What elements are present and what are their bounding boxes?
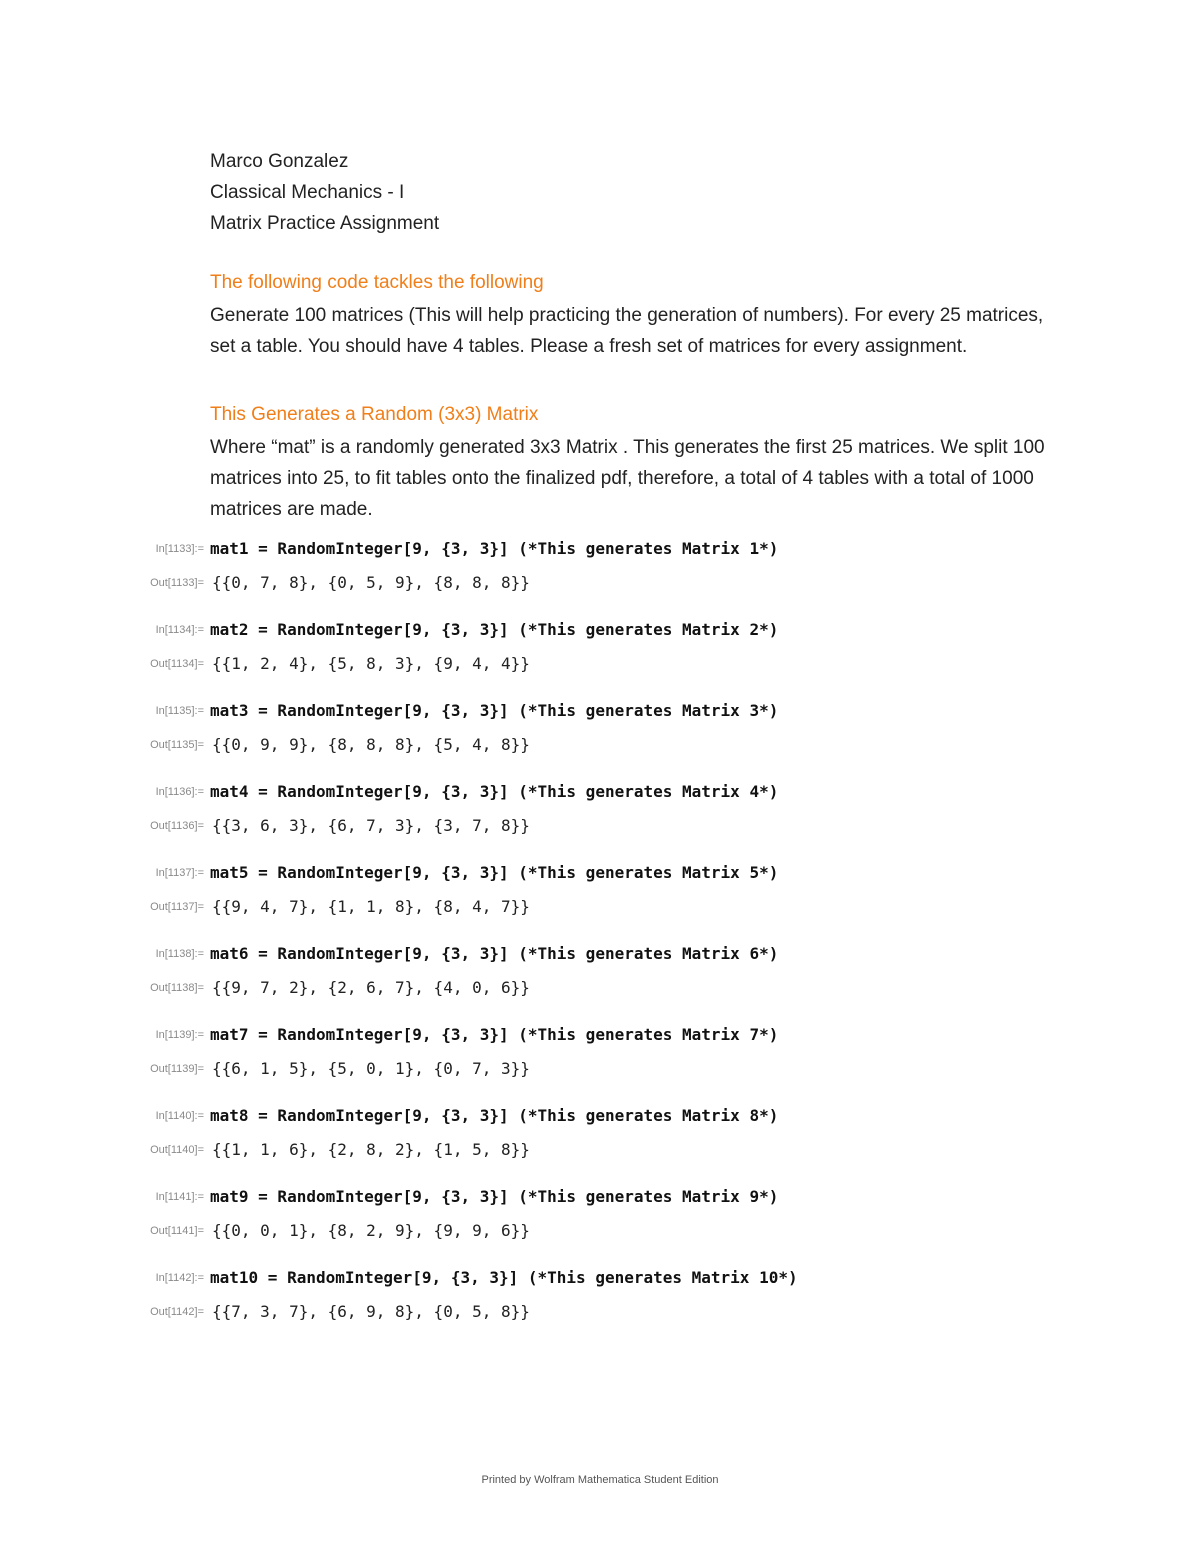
- output-value: {{9, 7, 2}, {2, 6, 7}, {4, 0, 6}}: [212, 978, 530, 997]
- notebook-cell: [0, 935, 1200, 1016]
- output-value: {{9, 4, 7}, {1, 1, 8}, {8, 4, 7}}: [212, 897, 530, 916]
- notebook-cell: [0, 1016, 1200, 1097]
- output-value: {{0, 0, 1}, {8, 2, 9}, {9, 9, 6}}: [212, 1221, 530, 1240]
- output-value: {{1, 1, 6}, {2, 8, 2}, {1, 5, 8}}: [212, 1140, 530, 1159]
- input-label: In[1141]:=: [155, 1191, 204, 1203]
- notebook-cell: [0, 1178, 1200, 1259]
- input-label: In[1134]:=: [155, 624, 204, 636]
- section-body-matrix: Where “mat” is a randomly generated 3x3 Matrix . This generates the first 25 matrices. We split 100 matrices into 25, to fit tables onto the finalized pdf, therefore, a total of 4 tables with a total of 1000 matrices are made.: [210, 437, 1045, 520]
- input-label: In[1136]:=: [155, 786, 204, 798]
- output-label: Out[1133]=: [150, 577, 204, 589]
- input-label: In[1138]:=: [155, 948, 204, 960]
- output-label: Out[1139]=: [150, 1063, 204, 1075]
- input-label: In[1137]:=: [155, 867, 204, 879]
- input-code[interactable]: mat10 = RandomInteger[9, {3, 3}] (*This generates Matrix 10*): [210, 1268, 798, 1287]
- output-value: {{6, 1, 5}, {5, 0, 1}, {0, 7, 3}}: [212, 1059, 530, 1078]
- input-code[interactable]: mat6 = RandomInteger[9, {3, 3}] (*This generates Matrix 6*): [210, 944, 779, 963]
- section-body-task: Generate 100 matrices (This will help practicing the generation of numbers). For every 25 matrices, set a table. You should have 4 tables. Please a fresh set of matrices for every assignment.: [210, 305, 1044, 357]
- input-code[interactable]: mat9 = RandomInteger[9, {3, 3}] (*This generates Matrix 9*): [210, 1187, 779, 1206]
- output-value: {{7, 3, 7}, {6, 9, 8}, {0, 5, 8}}: [212, 1302, 530, 1321]
- input-code[interactable]: mat4 = RandomInteger[9, {3, 3}] (*This generates Matrix 4*): [210, 782, 779, 801]
- notebook-cells: [0, 530, 1200, 1340]
- print-footer: Printed by Wolfram Mathematica Student Edition: [481, 1474, 719, 1486]
- input-code[interactable]: mat5 = RandomInteger[9, {3, 3}] (*This generates Matrix 5*): [210, 863, 779, 882]
- notebook-cell: [0, 530, 1200, 611]
- output-value: {{0, 9, 9}, {8, 8, 8}, {5, 4, 8}}: [212, 735, 530, 754]
- notebook-cell: [0, 854, 1200, 935]
- section-title-matrix: This Generates a Random (3x3) Matrix: [210, 404, 539, 425]
- output-label: Out[1135]=: [150, 739, 204, 751]
- input-code[interactable]: mat1 = RandomInteger[9, {3, 3}] (*This generates Matrix 1*): [210, 539, 779, 558]
- input-label: In[1133]:=: [155, 543, 204, 555]
- input-label: In[1142]:=: [155, 1272, 204, 1284]
- notebook-cell: [0, 1097, 1200, 1178]
- notebook-cell: [0, 611, 1200, 692]
- document-header: [210, 146, 439, 239]
- input-code[interactable]: mat3 = RandomInteger[9, {3, 3}] (*This generates Matrix 3*): [210, 701, 779, 720]
- output-label: Out[1142]=: [150, 1306, 204, 1318]
- assignment-title: Matrix Practice Assignment: [210, 213, 440, 234]
- course-name: Classical Mechanics - I: [210, 182, 405, 203]
- notebook-cell: [0, 692, 1200, 773]
- input-label: In[1139]:=: [155, 1029, 204, 1041]
- output-value: {{3, 6, 3}, {6, 7, 3}, {3, 7, 8}}: [212, 816, 530, 835]
- output-label: Out[1140]=: [150, 1144, 204, 1156]
- output-value: {{1, 2, 4}, {5, 8, 3}, {9, 4, 4}}: [212, 654, 530, 673]
- output-label: Out[1138]=: [150, 982, 204, 994]
- section-title-task: The following code tackles the following: [210, 272, 544, 293]
- input-label: In[1140]:=: [155, 1110, 204, 1122]
- input-code[interactable]: mat8 = RandomInteger[9, {3, 3}] (*This generates Matrix 8*): [210, 1106, 779, 1125]
- output-value: {{0, 7, 8}, {0, 5, 9}, {8, 8, 8}}: [212, 573, 530, 592]
- input-code[interactable]: mat7 = RandomInteger[9, {3, 3}] (*This generates Matrix 7*): [210, 1025, 779, 1044]
- output-label: Out[1136]=: [150, 820, 204, 832]
- input-code[interactable]: mat2 = RandomInteger[9, {3, 3}] (*This generates Matrix 2*): [210, 620, 779, 639]
- output-label: Out[1141]=: [150, 1225, 204, 1237]
- notebook-cell: [0, 773, 1200, 854]
- output-label: Out[1137]=: [150, 901, 204, 913]
- input-label: In[1135]:=: [155, 705, 204, 717]
- output-label: Out[1134]=: [150, 658, 204, 670]
- notebook-cell: [0, 1259, 1200, 1340]
- author-name: Marco Gonzalez: [210, 151, 349, 172]
